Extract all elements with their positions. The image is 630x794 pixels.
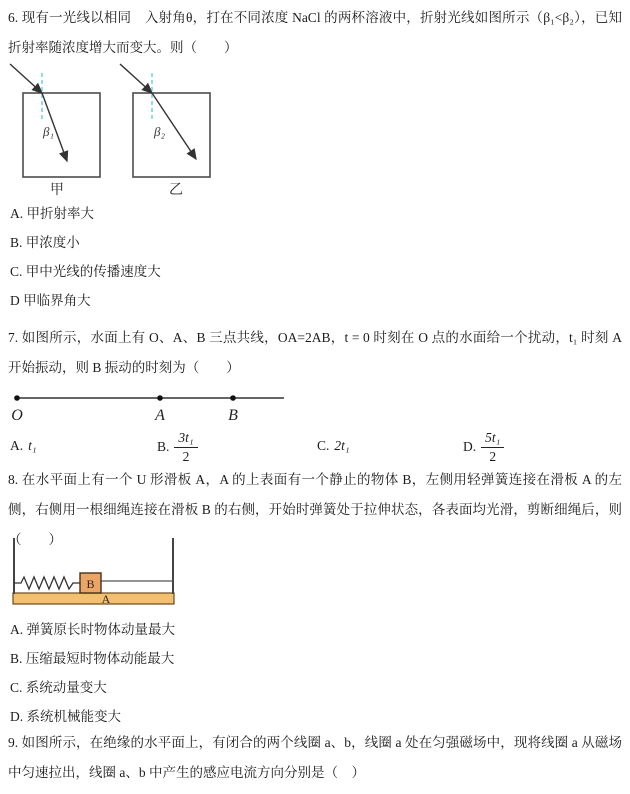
point-a-dot (157, 395, 163, 401)
q7-option-a (10, 438, 37, 454)
beaker-yi-outline (133, 93, 210, 177)
q7-option-c-value: 2t₁ (334, 438, 350, 453)
q7-option-d-denominator: 2 (489, 448, 497, 464)
q8-option-a: A. 弹簧原长时物体动量最大 (10, 622, 175, 637)
q7-options (0, 430, 630, 470)
q7-option-d (463, 430, 504, 464)
beaker-jia-outline (23, 93, 100, 177)
q7-option-d-fraction (481, 430, 504, 464)
q6-option-b: B. 甲浓度小 (10, 235, 80, 250)
question-9-text: 9. 如图所示，在绝缘的水平面上，有闭合的两个线圈 a、b，线圈 a 处在匀强磁场中，现将线圈 a 从磁场中匀速拉出，线圈 a、b 中产生的感应电流方向分别是（ ） (8, 735, 622, 780)
point-o-dot (14, 395, 20, 401)
q7-option-d-numerator: 5t₁ (481, 430, 504, 448)
block-b-label: B (86, 577, 95, 591)
q7-option-a-letter: A. (10, 438, 24, 453)
point-a-label: A (155, 407, 165, 422)
incident-ray-jia (10, 64, 42, 93)
question-6-text: 6. 现有一光线以相同 入射角θ，打在不同浓度 NaCl 的两杯溶液中，折射光线如图所示（β₁<β₂），已知折射率随浓度增大而变大。则（ ） (8, 10, 622, 55)
point-b-dot (230, 395, 236, 401)
q6-option-a: A. 甲折射率大 (10, 206, 94, 221)
question-8-text: 8. 在水平面上有一个 U 形滑板 A，A 的上表面有一个静止的物体 B，左侧用轻弹簧连接在滑板 A 的左侧，右侧用一根细绳连接在滑板 B 的右侧，开始时弹簧处于拉伸状态，各表面均光滑，剪断细绳后，则（ ） (8, 472, 622, 547)
q8-option-d: D. 系统机械能变大 (10, 709, 121, 724)
board-a-rect (13, 593, 174, 604)
incident-ray-yi (120, 64, 152, 93)
q8-option-c: C. 系统动量变大 (10, 680, 107, 695)
point-o-label: O (11, 407, 23, 422)
beaker-jia-figure (10, 64, 100, 198)
beaker-jia-label: 甲 (50, 183, 64, 198)
beaker-yi-label: 乙 (169, 183, 183, 198)
point-b-label: B (228, 407, 238, 422)
q7-option-b-numerator: 3t₁ (174, 430, 197, 448)
q7-option-b (157, 430, 198, 464)
q8-options (10, 615, 610, 731)
q7-option-c (317, 438, 350, 454)
q6-options (10, 199, 610, 315)
q7-option-b-denominator: 2 (182, 448, 190, 464)
q7-option-d-letter: D. (463, 439, 477, 455)
q8-option-b: B. 压缩最短时物体动能最大 (10, 651, 175, 666)
beaker-yi-figure (120, 64, 210, 198)
q7-option-c-letter: C. (317, 438, 330, 453)
q7-option-b-letter: B. (157, 439, 170, 455)
q6-option-d: D 甲临界角大 (10, 293, 91, 308)
question-7-text: 7. 如图所示，水面上有 O、A、B 三点共线，OA=2AB，t = 0 时刻在 O 点的水面给一个扰动，t₁ 时刻 A 开始振动，则 B 振动的时刻为（ ） (8, 330, 622, 375)
refraction-beakers-diagram (8, 60, 223, 200)
angle-beta1-label: β₁ (43, 124, 54, 139)
q7-option-b-fraction (174, 430, 197, 464)
board-a-label: A (101, 592, 111, 606)
points-line-diagram (8, 390, 298, 422)
q7-option-a-value: t₁ (28, 438, 37, 453)
q6-option-c: C. 甲中光线的传播速度大 (10, 264, 161, 279)
angle-beta2-label: β₂ (154, 124, 165, 139)
spring-zigzag (14, 577, 80, 589)
spring-block-board-diagram (8, 533, 188, 608)
